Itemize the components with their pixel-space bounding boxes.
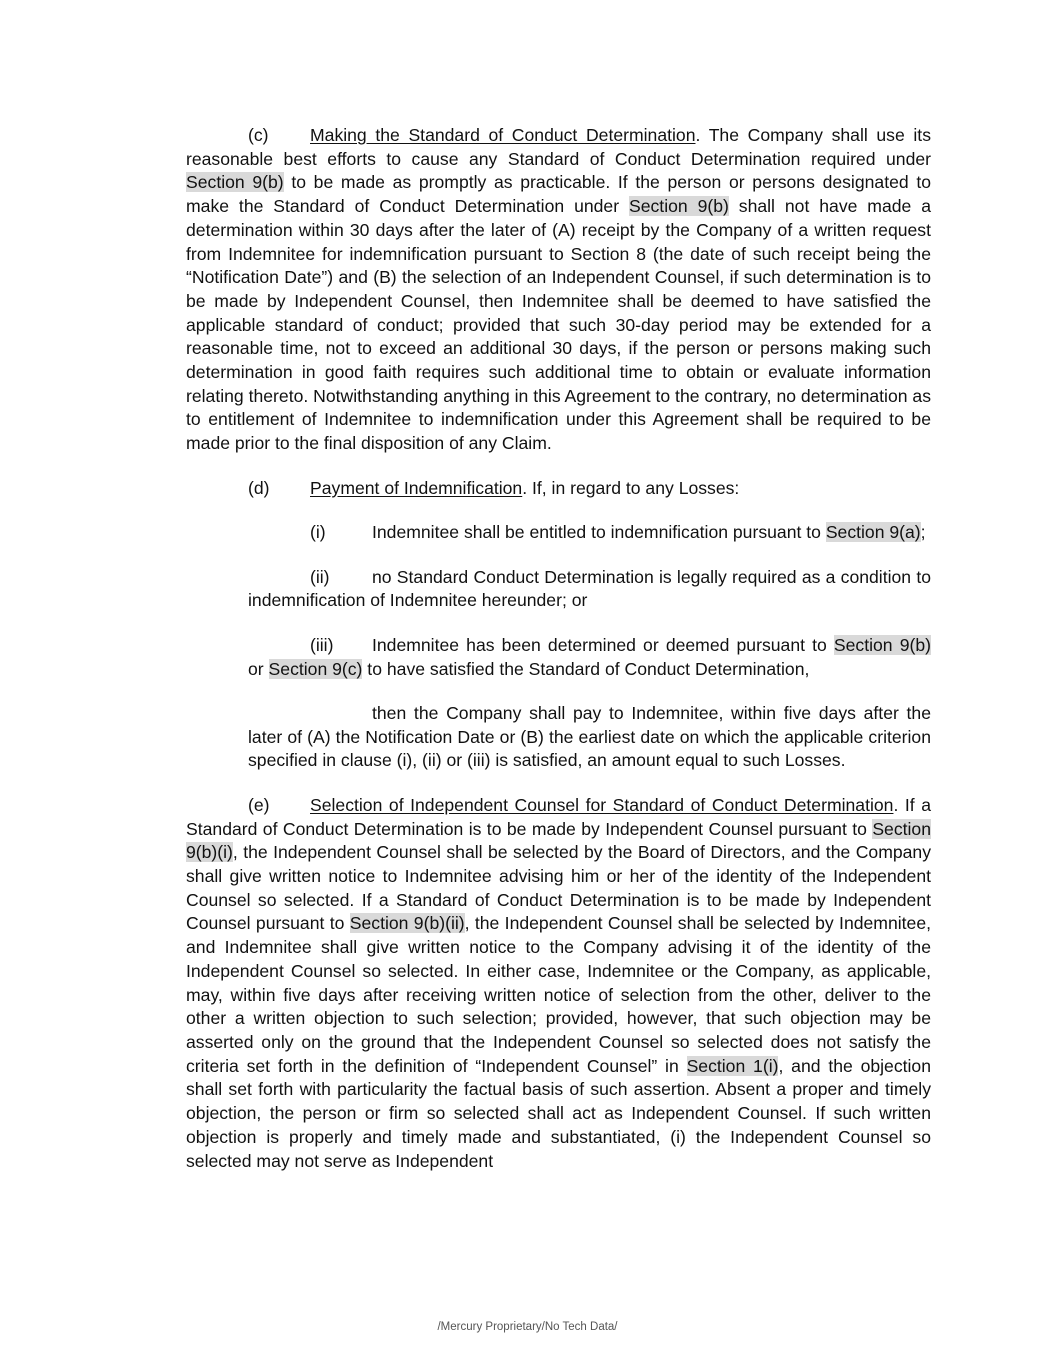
cross-reference[interactable]: Section 9(b)(ii) xyxy=(349,913,465,934)
cross-reference[interactable]: Section 9(c) xyxy=(268,658,363,679)
cross-reference[interactable]: Section 9(b) xyxy=(628,196,729,217)
paragraph-c: (c) Making the Standard of Conduct Determination. The Company shall use its reasonable best efforts to cause any Standard of Conduct Determination required under Section 9(b) to be made as promptly as practicable. If the person or persons designated to make the Standard of Conduct Determination under Section 9(b) shall not have made a determination within 30 days after the later of (A) receipt by the Company of a written request from Indemnitee for indemnification pursuant to Section 8 (the date of such receipt being the “Notification Date”) and (B) the selection of an Independent Counsel, if such determination is to be made by Independent Counsel, then Indemnitee shall be deemed to have satisfied the applicable standard of conduct; provided that such 30-day period may be extended for a reasonable time, not to exceed an additional 30 days, if the person or persons making such determination in good faith requires such additional time to obtain or evaluate information relating thereto. Notwithstanding anything in this Agreement to the contrary, no determination as to entitlement of Indemnitee to indemnification under this Agreement shall be required to be made prior to the final disposition of any Claim. xyxy=(186,125,932,454)
paragraph-d: (d) Payment of Indemnification. If, in regard to any Losses: xyxy=(186,477,931,501)
heading-e: Selection of Independent Counsel for Standard of Conduct Determination xyxy=(310,794,894,815)
cross-reference[interactable]: Section 9(b)(i) xyxy=(186,818,931,863)
clause-label-d-iii: (iii) xyxy=(310,634,334,655)
cross-reference[interactable]: Section 9(b) xyxy=(833,634,931,655)
clause-label-d: (d) xyxy=(248,477,270,498)
heading-c: Making the Standard of Conduct Determination xyxy=(310,125,696,145)
document-page xyxy=(186,124,931,1194)
clause-label-e: (e) xyxy=(248,794,270,815)
paragraph-d-iii: (iii) Indemnitee has been determined or deemed pursuant to Section 9(b) or Section 9(c) to have satisfied the Standard of Conduct Determination, xyxy=(248,634,931,679)
clause-label-c: (c) xyxy=(248,125,269,145)
page-footer: /Mercury Proprietary/No Tech Data/ xyxy=(437,1321,618,1333)
heading-d: Payment of Indemnification xyxy=(310,477,523,498)
cross-reference[interactable]: Section 9(a) xyxy=(825,522,921,543)
paragraph-e: (e) Selection of Independent Counsel for Standard of Conduct Determination. If a Standard of Conduct Determination is to be made by Independent Counsel pursuant to Section 9(b)(i), the Independent Counsel shall be selected by the Board of Directors, and the Company shall give written notice to Indemnitee advising him or her of the identity of the Independent Counsel so selected. If a Standard of Conduct Determination is to be made by Independent Counsel pursuant to Section 9(b)(ii), the Independent Counsel shall be selected by Indemnitee, and Indemnitee shall give written notice to the Company advising it of the identity of the Independent Counsel so selected. In either case, Indemnitee or the Company, as applicable, may, within five days after receiving written notice of selection from the other, deliver to the other a written objection to such selection; provided, however, that such objection may be asserted only on the ground that the Independent Counsel so selected does not satisfy the criteria set forth in the definition of “Independent Counsel” in Section 1(i), and the objection shall set forth with particularity the factual basis of such assertion. Absent a proper and timely objection, the person or firm so selected shall act as Independent Counsel. If such written objection is properly and timely made and substantiated, (i) the Independent Counsel so selected may not serve as Independent xyxy=(186,794,932,1171)
cross-reference[interactable]: Section 1(i) xyxy=(686,1055,779,1076)
paragraph-d-i: (i) Indemnitee shall be entitled to indemnification pursuant to Section 9(a); xyxy=(248,521,931,545)
clause-label-d-i: (i) xyxy=(310,522,326,543)
cross-reference[interactable]: Section 9(b) xyxy=(186,172,284,193)
paragraph-d-then: then the Company shall pay to Indemnitee, within five days after the later of (A) the Notification Date or (B) the earliest date on which the applicable criterion specified in clause (i), (ii) or (iii) is satisfied, an amount equal to such Losses. xyxy=(248,703,931,771)
paragraph-d-ii: (ii) no Standard Conduct Determination is legally required as a condition to indemnification of Indemnitee hereunder; or xyxy=(248,566,931,611)
clause-label-d-ii: (ii) xyxy=(310,566,330,587)
